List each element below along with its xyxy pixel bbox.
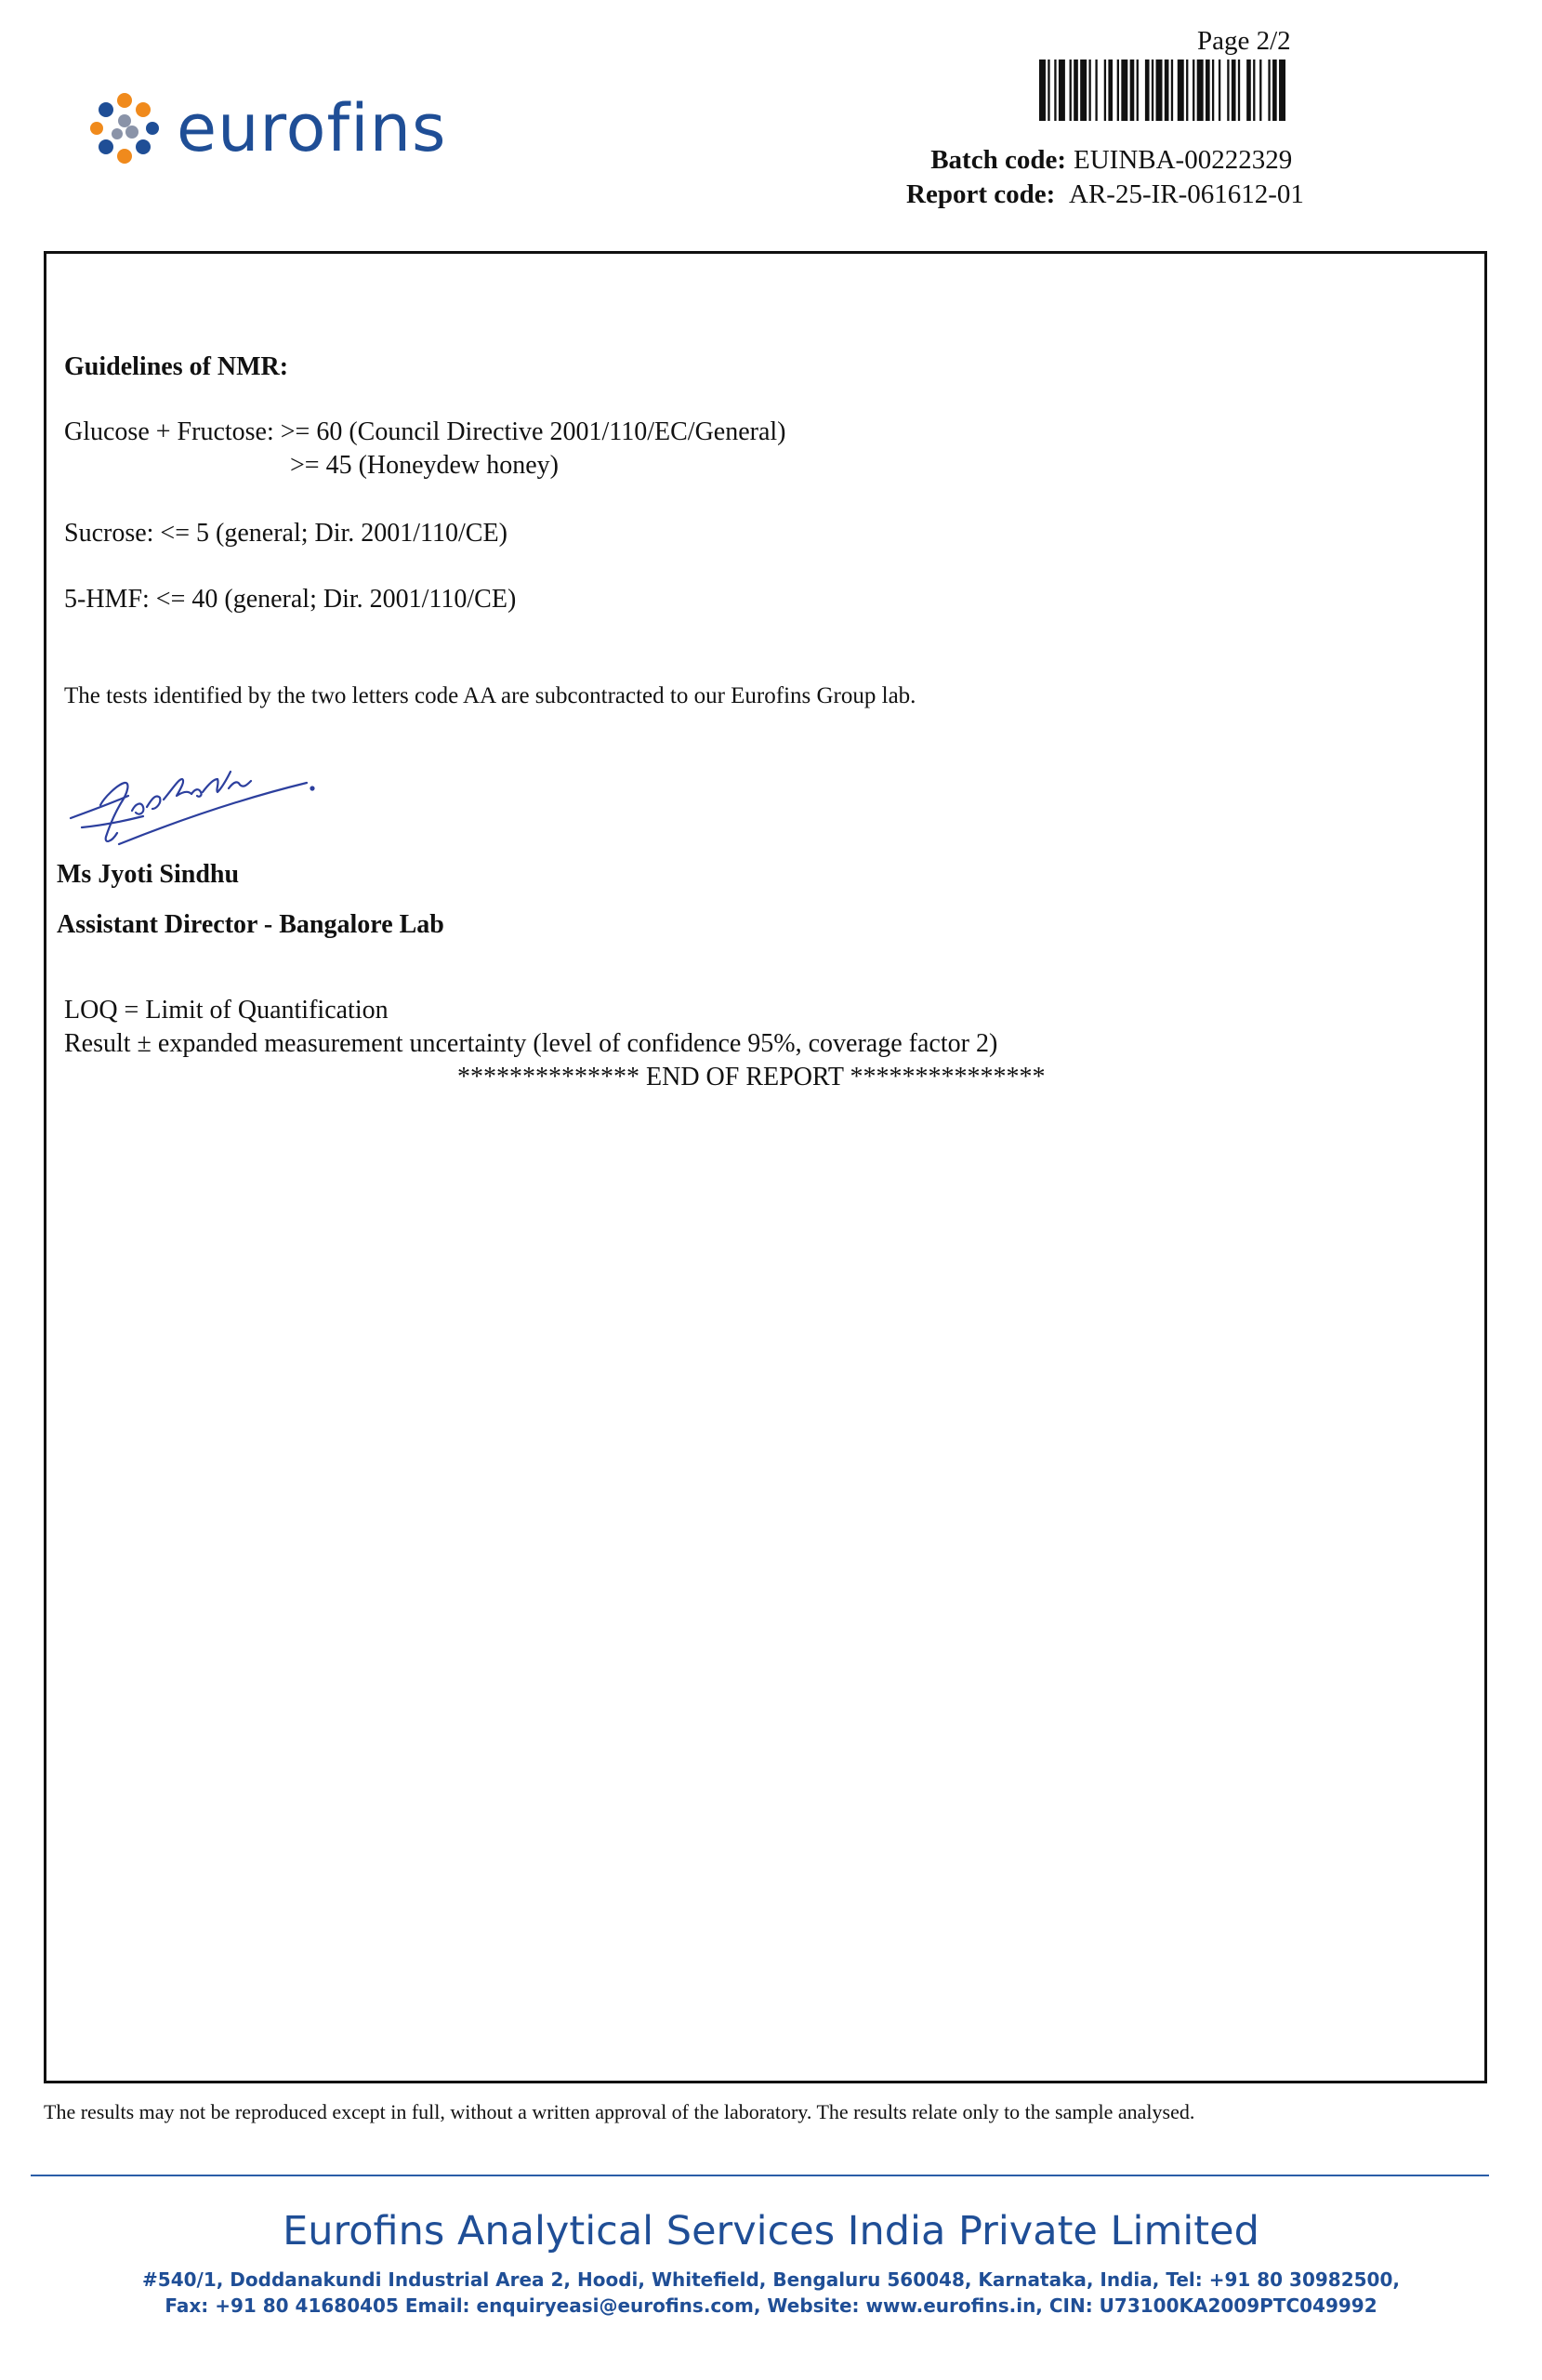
- end-of-report: ************** END OF REPORT ***************: [457, 1063, 1046, 1091]
- page-number: Page 2/2: [1197, 26, 1291, 56]
- batch-code-label: Batch code:: [930, 145, 1066, 175]
- barcode-icon: [1039, 60, 1285, 121]
- guideline-sucrose: Sucrose: <= 5 (general; Dir. 2001/110/CE): [64, 519, 507, 548]
- batch-code-value: EUINBA-00222329: [1074, 145, 1293, 175]
- signature-icon: [63, 751, 323, 853]
- report-code-row: [906, 178, 1352, 212]
- batch-code-row: [906, 143, 1352, 178]
- footer-divider: [31, 2175, 1489, 2176]
- company-name: Eurofins Analytical Services India Private Limited: [283, 2208, 1259, 2254]
- signatory-title: Assistant Director - Bangalore Lab: [57, 910, 444, 939]
- logo-wordmark: eurofins: [177, 90, 447, 166]
- report-codes: [906, 143, 1352, 212]
- subcontract-note: The tests identified by the two letters code AA are subcontracted to our Eurofins Group lab.: [64, 683, 916, 708]
- company-address-line-2: Fax: +91 80 41680405 Email: enquiryeasi@eurofins.com, Website: www.eurofins.in, CIN: U73100KA2009PTC049992: [165, 2294, 1377, 2317]
- report-body-box: [44, 251, 1487, 2083]
- reproduction-disclaimer: The results may not be reproduced except in full, without a written approval of the laboratory. The results relate only to the sample analysed.: [44, 2100, 1195, 2123]
- uncertainty-note: Result ± expanded measurement uncertainty (level of confidence 95%, coverage factor 2): [64, 1029, 998, 1058]
- guideline-glucose-fructose: Glucose + Fructose: >= 60 (Council Directive 2001/110/EC/General): [64, 417, 786, 446]
- guidelines-title: Guidelines of NMR:: [64, 352, 289, 381]
- report-code-label: Report code:: [906, 179, 1056, 209]
- company-address-line-1: #540/1, Doddanakundi Industrial Area 2, Hoodi, Whitefield, Bengaluru 560048, Karnataka, India, Tel: +91 80 30982500,: [142, 2268, 1400, 2291]
- guideline-hmf: 5-HMF: <= 40 (general; Dir. 2001/110/CE): [64, 585, 517, 614]
- report-code-value: AR-25-IR-061612-01: [1069, 179, 1304, 209]
- eurofins-logo: [86, 89, 446, 167]
- guideline-honeydew: >= 45 (Honeydew honey): [290, 451, 559, 480]
- eurofins-logo-mark-icon: [86, 89, 164, 167]
- loq-definition: LOQ = Limit of Quantification: [64, 996, 389, 1025]
- signatory-name: Ms Jyoti Sindhu: [57, 860, 240, 889]
